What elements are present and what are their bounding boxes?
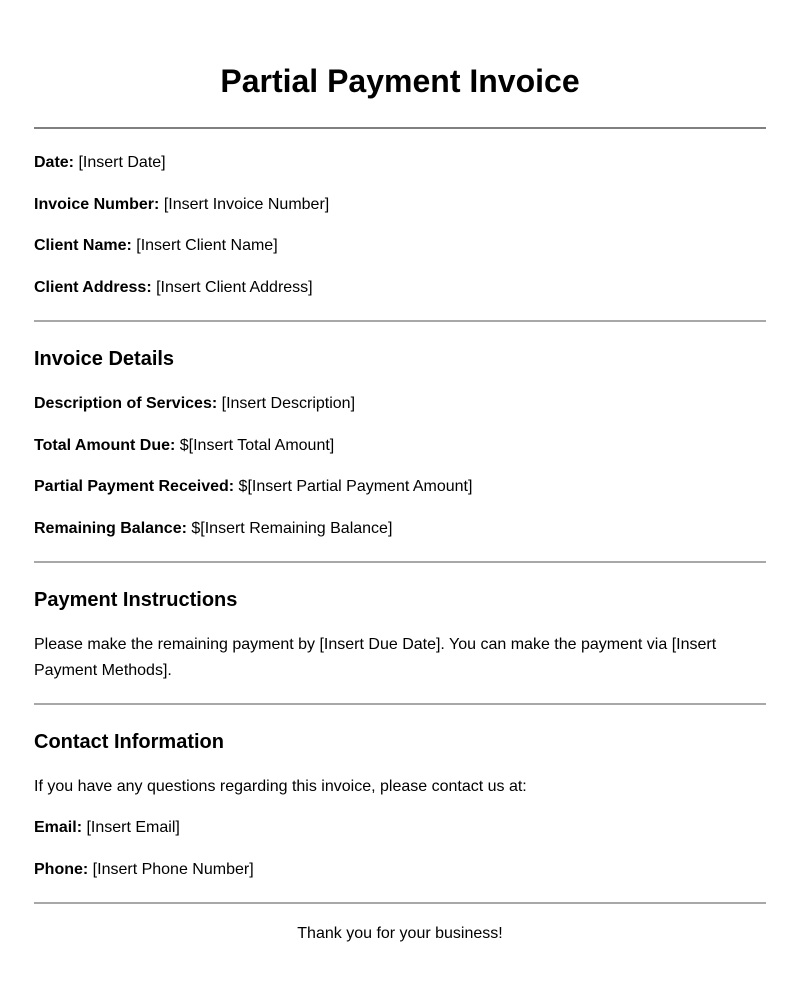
date-value: [Insert Date]	[78, 154, 166, 171]
client-address-value: [Insert Client Address]	[156, 279, 313, 296]
description-value: [Insert Description]	[221, 395, 356, 412]
contact-information-heading: Contact Information	[34, 731, 224, 753]
total-amount-label: Total Amount Due:	[34, 437, 176, 454]
invoice-number-field	[34, 195, 766, 215]
phone-label: Phone:	[34, 861, 89, 878]
email-label: Email:	[34, 819, 83, 836]
client-name-field	[34, 236, 766, 256]
total-amount-field	[34, 436, 766, 456]
section-divider	[34, 703, 766, 705]
client-name-label: Client Name:	[34, 237, 132, 254]
invoice-details-heading: Invoice Details	[34, 348, 175, 370]
title-divider	[34, 127, 766, 129]
remaining-balance-value: $[Insert Remaining Balance]	[191, 520, 393, 537]
client-name-value: [Insert Client Name]	[136, 237, 278, 254]
description-label: Description of Services:	[34, 395, 218, 412]
client-address-label: Client Address:	[34, 279, 152, 296]
client-address-field	[34, 278, 766, 298]
payment-instructions-heading: Payment Instructions	[34, 589, 238, 611]
section-divider	[34, 320, 766, 322]
phone-field	[34, 860, 766, 880]
description-field	[34, 394, 766, 414]
total-amount-value: $[Insert Total Amount]	[179, 437, 335, 454]
invoice-number-value: [Insert Invoice Number]	[163, 196, 330, 213]
phone-value: [Insert Phone Number]	[92, 861, 254, 878]
footer-divider	[34, 902, 766, 904]
partial-payment-label: Partial Payment Received:	[34, 478, 235, 495]
payment-instructions-text: Please make the remaining payment by [Insert Due Date]. You can make the payment via [Insert Payment Methods].	[34, 636, 717, 679]
section-divider	[34, 561, 766, 563]
partial-payment-value: $[Insert Partial Payment Amount]	[238, 478, 473, 495]
remaining-balance-field	[34, 519, 766, 539]
email-value: [Insert Email]	[86, 819, 180, 836]
invoice-number-label: Invoice Number:	[34, 196, 160, 213]
footer-text: Thank you for your business!	[297, 925, 503, 942]
email-field	[34, 818, 766, 838]
contact-intro-text: If you have any questions regarding this invoice, please contact us at:	[34, 778, 527, 795]
partial-payment-field	[34, 477, 766, 497]
remaining-balance-label: Remaining Balance:	[34, 520, 187, 537]
date-label: Date:	[34, 154, 75, 171]
date-field	[34, 153, 766, 173]
page-title: Partial Payment Invoice	[220, 63, 580, 99]
